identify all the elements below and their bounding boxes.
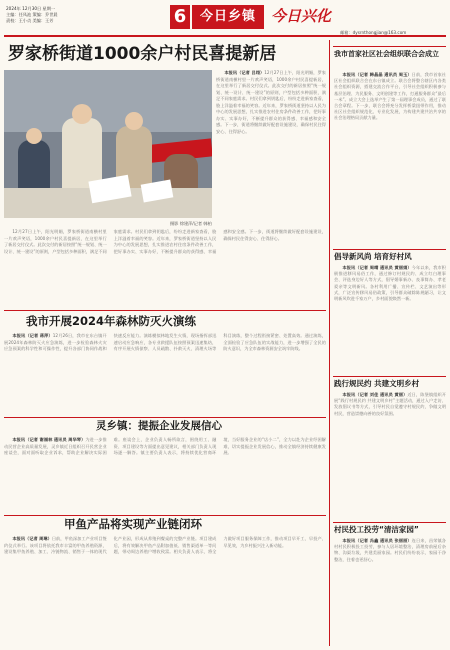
sidebar-article-4 <box>334 538 446 644</box>
jiazi-article <box>4 536 326 644</box>
sidebar-rule <box>333 249 446 250</box>
sidebar-headline-1: 我市首家社区社会组织联合会成立 <box>334 50 439 58</box>
sidebar-article-1 <box>334 72 446 246</box>
proofreader-line: 责校：王小贞 美编：王芳 <box>6 18 54 23</box>
lingbao-headline: 灵乡镇：提振企业发展信心 <box>96 420 222 432</box>
forest-fire-headline: 我市开展2024年森林防灭火演练 <box>26 314 197 328</box>
photo-wall <box>4 70 212 132</box>
issue-meta <box>6 6 156 24</box>
lead-byline: 本报讯（记者 吕翊） <box>224 70 265 75</box>
section-title: 今日乡镇 <box>192 5 264 29</box>
jiazi-byline: 本报讯（记者 周琳） <box>12 536 52 541</box>
photo-person-head <box>26 128 42 144</box>
sidebar-rule <box>333 46 446 47</box>
issue-date: 2024年 12月30日 星期一 <box>6 6 56 11</box>
lead-photo <box>4 70 212 218</box>
section-divider <box>4 310 326 311</box>
lead-body-continued: 12月27日上午，阳光明媚，罗家桥街道南横村里一片欢声笑语，1000余户村民喜提新居，在这里举行了新居交付仪式。此次交付的新居按照“统一规划、统一设计、统一建设”的原则，户型包括多种面积，满足不同家庭需求。村民们拿到钥匙后，纷纷走进新家查看，脸上洋溢着幸福的笑容。近年来，罗家桥街道坚持以人民为中心的发展思想，扎实推进农村住房条件改善工作，把好事办实、实事办好，不断提升群众的获得感、幸福感和安全感。下一步，街道将继续做好配套设施建设，确保村民住得安心、住得舒心。 <box>4 229 326 254</box>
editor-line: 主编：任凤池 策编：乔世晨 <box>6 12 58 17</box>
sidebar-headline-3: 践行规民约 共建文明乡村 <box>334 379 420 388</box>
sidebar-headline-4: 村民投工投劳“清洁家园” <box>334 525 419 534</box>
forest-fire-byline: 本报讯（记者 蒋萍） <box>12 333 53 338</box>
lead-article-continued <box>4 229 326 309</box>
jiazi-body: 日前，甲鱼深加工产业项目签约仪式举行。该项目将依托我市丰富的甲鱼养殖资源，建设集甲鱼养殖、加工、冷链物流、销售于一体的现代化产业园，形成从养殖到餐桌的完整产业链。项目建成后，将有效解决甲鱼产品附加值低、销售渠道单一等问题，带动周边养殖户增收致富。相关负责人表示，将全力做好项目服务保障工作，推动项目早开工、早投产、早见效，为乡村振兴注入新动能。 <box>4 536 326 554</box>
page-number: 6 <box>170 5 190 29</box>
photo-caption: 摄影 徐建萍/记者 韩柏 <box>170 221 212 226</box>
sidebar-byline-2: 本报讯（记者 周晴 通讯员 黄丽娟） <box>342 265 412 270</box>
forest-fire-body: 12月26日，我市在东台镇开展2024年森林防灭火应急演练，进一步检验森林火灾应急预案的科学性和可操作性，提升各部门协同作战和快速反应能力。演练模拟林地发生火情，现场指挥部迅速启动应急响应，各专业救援队伍按照预案迅速集结，有序开展火情侦察、人员疏散、扑救灭火、清理火场等科目演练，整个过程衔接紧密、处置高效。通过演练，全面检验了应急队伍的实战能力，进一步增强了全民的防火意识，为全市森林资源安全筑牢防线。 <box>4 333 326 351</box>
forest-fire-article <box>4 333 326 415</box>
photo-person-head <box>125 112 143 130</box>
column-rule <box>329 40 330 646</box>
lingbao-byline: 本报讯（记者 谢福林 通讯员 周华琴） <box>12 437 86 442</box>
photo-person-head <box>72 104 92 124</box>
sidebar-rule <box>333 522 446 523</box>
sidebar-rule <box>333 376 446 377</box>
sidebar-body-3: 近日，陈堡镇组织开展“践行村规民约 共建文明乡村”主题活动，通过入户走访、发放倡议书等方式，引导村民自觉遵守村规民约，争做文明村民，营造崇德向善的良好氛围。 <box>334 392 446 416</box>
sidebar-headline-2: 倡导新风尚 培育好村风 <box>334 252 412 261</box>
lead-article-right <box>216 70 326 218</box>
sidebar-article-3 <box>334 392 446 518</box>
lead-body: 12月27日上午，阳光明媚，罗家桥街道南横村里一片欢声笑语，1000余户村民喜提新居，在这里举行了新居交付仪式。此次交付的新居按照“统一规划、统一设计、统一建设”的原则，户型包括多种面积，满足不同家庭需求。村民们拿到钥匙后，纷纷走进新家查看，脸上洋溢着幸福的笑容。近年来，罗家桥街道坚持以人民为中心的发展思想，扎实推进农村住房条件改善工作，把好事办实、实事办好，不断提升群众的获得感、幸福感和安全感。下一步，街道将继续做好配套设施建设，确保村民住得安心、住得舒心。 <box>216 70 326 134</box>
editor-contact: 邮箱：dysrnthongjian@163.com <box>340 30 407 35</box>
lingbao-body: 为进一步推动民营企业高质量发展，灵乡镇近日组织召开民营企业座谈会，面对面听取企业诉求，帮助企业解决实际困难。座谈会上，企业负责人畅所欲言，围绕用工、融资、项目建设等方面提出意见建议，相关部门负责人现场逐一解答。镇主要负责人表示，将持续优化营商环境，当好服务企业的“店小二”，全力以赴为企业纾困解难，切实提振企业发展信心，推动全镇经济持续健康发展。 <box>4 437 326 455</box>
sidebar-article-2 <box>334 265 446 373</box>
newspaper-logo: 今日兴化 <box>270 7 331 25</box>
sidebar-byline-3: 本报讯（记者 刘佳 通讯员 黄丽） <box>342 392 408 397</box>
section-divider <box>4 417 326 418</box>
sidebar-body-2: 今年以来，我市积极推进移风易俗工作，通过修订村规民约、成立红白理事会、评选身边好人等方式，倡导婚事新办、丧事简办、孝老爱亲等文明新风。各村利用广播、宣传栏、文艺演出等形式，广泛宣传移风易俗政策，引导群众破除陈规陋习，让文明新风吹进千家万户，乡村面貌焕然一新。 <box>334 265 446 302</box>
sidebar-body-4: 连日来，昌荣镇各村村民积极投工投劳，参与人居环境整治，清理房前屋后杂物、沟渠垃圾，共建美丽家园。村民们纷纷表示，家园干净整洁，住着也更舒心。 <box>334 538 446 562</box>
sidebar-byline-4: 本报讯（记者 冯鑫 通讯员 张丽丽） <box>342 538 412 543</box>
jiazi-headline: 甲鱼产品将实现产业链闭环 <box>64 517 202 531</box>
lead-headline: 罗家桥街道1000余户村民喜提新居 <box>8 44 277 64</box>
sidebar-byline-1: 本报讯（记者 韩晶晶 通讯员 周玉） <box>342 72 412 77</box>
masthead <box>0 0 450 40</box>
sidebar-body-1: 日前，我市首家社区社会组织联合会在东台镇成立。联合会将整合辖区内各类社会组织资源，搭建交流合作平台，引导社会组织积极参与基层治理、为民服务、文明创建等工作，打通服务群众“最后一米”。成立大会上选举产生了第一届理事会成员，通过了联合会章程。下一步，联合会将充分发挥桥梁纽带作用，推动社区社会组织规范化、专业化发展，为构建共建共治共享的社会治理格局贡献力量。 <box>334 72 446 121</box>
lingbao-article <box>4 437 326 513</box>
masthead-rule <box>4 35 446 37</box>
